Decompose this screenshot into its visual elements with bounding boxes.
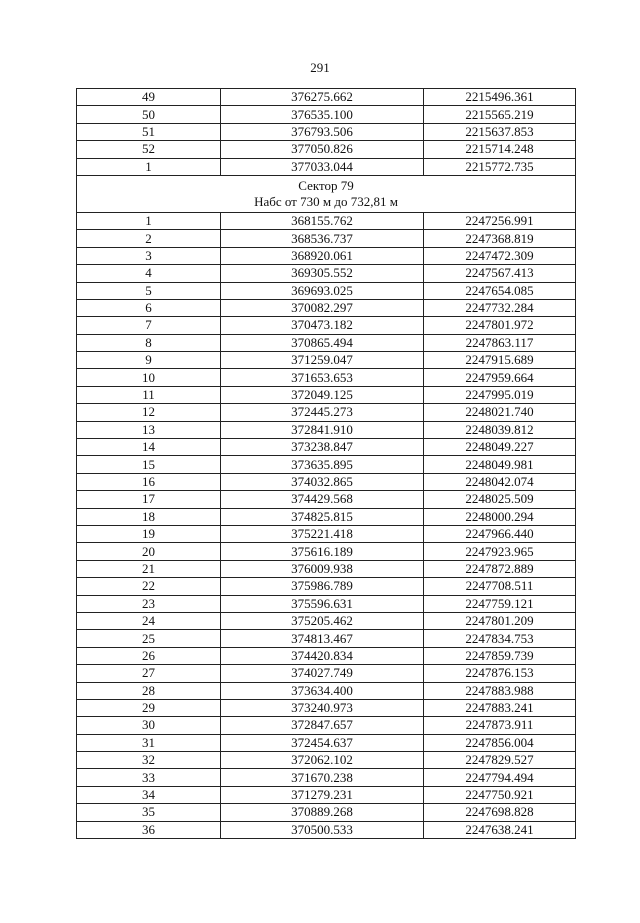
point-number-cell: 1 xyxy=(77,212,221,229)
x-coordinate-cell: 376535.100 xyxy=(221,106,424,123)
point-number-cell: 26 xyxy=(77,647,221,664)
point-number-cell: 27 xyxy=(77,665,221,682)
y-coordinate-cell: 2247915.689 xyxy=(424,352,576,369)
y-coordinate-cell: 2215565.219 xyxy=(424,106,576,123)
table-body-previous-sector xyxy=(77,89,576,176)
table-row xyxy=(77,682,576,699)
table-row xyxy=(77,317,576,334)
y-coordinate-cell: 2247759.121 xyxy=(424,595,576,612)
table-row xyxy=(77,752,576,769)
table-row xyxy=(77,525,576,542)
x-coordinate-cell: 368920.061 xyxy=(221,247,424,264)
table-row xyxy=(77,247,576,264)
x-coordinate-cell: 376275.662 xyxy=(221,89,424,106)
point-number-cell: 14 xyxy=(77,439,221,456)
table-row xyxy=(77,106,576,123)
table-row xyxy=(77,595,576,612)
x-coordinate-cell: 374825.815 xyxy=(221,508,424,525)
y-coordinate-cell: 2247959.664 xyxy=(424,369,576,386)
point-number-cell: 10 xyxy=(77,369,221,386)
y-coordinate-cell: 2248021.740 xyxy=(424,404,576,421)
table-row xyxy=(77,386,576,403)
point-number-cell: 30 xyxy=(77,717,221,734)
table-row xyxy=(77,734,576,751)
table-row xyxy=(77,369,576,386)
x-coordinate-cell: 370865.494 xyxy=(221,334,424,351)
y-coordinate-cell: 2215496.361 xyxy=(424,89,576,106)
x-coordinate-cell: 374032.865 xyxy=(221,473,424,490)
x-coordinate-cell: 370082.297 xyxy=(221,299,424,316)
point-number-cell: 31 xyxy=(77,734,221,751)
table-row xyxy=(77,786,576,803)
point-number-cell: 3 xyxy=(77,247,221,264)
table-row xyxy=(77,404,576,421)
table-row xyxy=(77,543,576,560)
point-number-cell: 16 xyxy=(77,473,221,490)
y-coordinate-cell: 2247638.241 xyxy=(424,821,576,838)
point-number-cell: 25 xyxy=(77,630,221,647)
table-row xyxy=(77,665,576,682)
x-coordinate-cell: 375221.418 xyxy=(221,525,424,542)
point-number-cell: 35 xyxy=(77,804,221,821)
y-coordinate-cell: 2247883.241 xyxy=(424,699,576,716)
point-number-cell: 33 xyxy=(77,769,221,786)
point-number-cell: 12 xyxy=(77,404,221,421)
x-coordinate-cell: 375596.631 xyxy=(221,595,424,612)
x-coordinate-cell: 373634.400 xyxy=(221,682,424,699)
sector-elevation-range: Набс от 730 м до 732,81 м xyxy=(254,193,398,209)
table-row xyxy=(77,612,576,629)
point-number-cell: 8 xyxy=(77,334,221,351)
point-number-cell: 19 xyxy=(77,525,221,542)
x-coordinate-cell: 371259.047 xyxy=(221,352,424,369)
y-coordinate-cell: 2248049.227 xyxy=(424,439,576,456)
table-row xyxy=(77,578,576,595)
sector-header-cell xyxy=(77,175,576,212)
y-coordinate-cell: 2247256.991 xyxy=(424,212,576,229)
point-number-cell: 50 xyxy=(77,106,221,123)
x-coordinate-cell: 375616.189 xyxy=(221,543,424,560)
table-row xyxy=(77,282,576,299)
y-coordinate-cell: 2247654.085 xyxy=(424,282,576,299)
table-row xyxy=(77,804,576,821)
y-coordinate-cell: 2247368.819 xyxy=(424,230,576,247)
x-coordinate-cell: 372445.273 xyxy=(221,404,424,421)
x-coordinate-cell: 373635.895 xyxy=(221,456,424,473)
point-number-cell: 32 xyxy=(77,752,221,769)
point-number-cell: 2 xyxy=(77,230,221,247)
table-row xyxy=(77,769,576,786)
table-row xyxy=(77,439,576,456)
y-coordinate-cell: 2247966.440 xyxy=(424,525,576,542)
x-coordinate-cell: 375986.789 xyxy=(221,578,424,595)
y-coordinate-cell: 2247567.413 xyxy=(424,265,576,282)
table-row xyxy=(77,230,576,247)
x-coordinate-cell: 376793.506 xyxy=(221,123,424,140)
point-number-cell: 9 xyxy=(77,352,221,369)
point-number-cell: 15 xyxy=(77,456,221,473)
table-row xyxy=(77,212,576,229)
x-coordinate-cell: 372454.637 xyxy=(221,734,424,751)
point-number-cell: 52 xyxy=(77,141,221,158)
y-coordinate-cell: 2248000.294 xyxy=(424,508,576,525)
x-coordinate-cell: 373240.973 xyxy=(221,699,424,716)
x-coordinate-cell: 372847.657 xyxy=(221,717,424,734)
x-coordinate-cell: 374813.467 xyxy=(221,630,424,647)
y-coordinate-cell: 2215714.248 xyxy=(424,141,576,158)
table-row xyxy=(77,699,576,716)
table-row xyxy=(77,123,576,140)
table-row xyxy=(77,508,576,525)
point-number-cell: 23 xyxy=(77,595,221,612)
point-number-cell: 36 xyxy=(77,821,221,838)
sector-header-row xyxy=(77,175,576,212)
y-coordinate-cell: 2247732.284 xyxy=(424,299,576,316)
y-coordinate-cell: 2247859.739 xyxy=(424,647,576,664)
y-coordinate-cell: 2247698.828 xyxy=(424,804,576,821)
table-row xyxy=(77,560,576,577)
x-coordinate-cell: 372841.910 xyxy=(221,421,424,438)
y-coordinate-cell: 2247863.117 xyxy=(424,334,576,351)
table-row xyxy=(77,473,576,490)
point-number-cell: 24 xyxy=(77,612,221,629)
x-coordinate-cell: 369693.025 xyxy=(221,282,424,299)
y-coordinate-cell: 2248039.812 xyxy=(424,421,576,438)
x-coordinate-cell: 370473.182 xyxy=(221,317,424,334)
point-number-cell: 20 xyxy=(77,543,221,560)
table-body-sector-79 xyxy=(77,212,576,838)
y-coordinate-cell: 2248042.074 xyxy=(424,473,576,490)
table-row xyxy=(77,491,576,508)
x-coordinate-cell: 374429.568 xyxy=(221,491,424,508)
table-row xyxy=(77,334,576,351)
y-coordinate-cell: 2247472.309 xyxy=(424,247,576,264)
y-coordinate-cell: 2247829.527 xyxy=(424,752,576,769)
table-row xyxy=(77,717,576,734)
point-number-cell: 4 xyxy=(77,265,221,282)
y-coordinate-cell: 2215772.735 xyxy=(424,158,576,175)
x-coordinate-cell: 368536.737 xyxy=(221,230,424,247)
x-coordinate-cell: 372049.125 xyxy=(221,386,424,403)
x-coordinate-cell: 375205.462 xyxy=(221,612,424,629)
point-number-cell: 13 xyxy=(77,421,221,438)
y-coordinate-cell: 2247876.153 xyxy=(424,665,576,682)
x-coordinate-cell: 374420.834 xyxy=(221,647,424,664)
y-coordinate-cell: 2247872.889 xyxy=(424,560,576,577)
point-number-cell: 1 xyxy=(77,158,221,175)
x-coordinate-cell: 377050.826 xyxy=(221,141,424,158)
x-coordinate-cell: 376009.938 xyxy=(221,560,424,577)
x-coordinate-cell: 372062.102 xyxy=(221,752,424,769)
table-row xyxy=(77,352,576,369)
point-number-cell: 49 xyxy=(77,89,221,106)
y-coordinate-cell: 2247708.511 xyxy=(424,578,576,595)
point-number-cell: 5 xyxy=(77,282,221,299)
point-number-cell: 11 xyxy=(77,386,221,403)
x-coordinate-cell: 368155.762 xyxy=(221,212,424,229)
y-coordinate-cell: 2247923.965 xyxy=(424,543,576,560)
x-coordinate-cell: 374027.749 xyxy=(221,665,424,682)
y-coordinate-cell: 2215637.853 xyxy=(424,123,576,140)
table-row xyxy=(77,158,576,175)
page-number: 291 xyxy=(310,60,330,75)
y-coordinate-cell: 2247750.921 xyxy=(424,786,576,803)
y-coordinate-cell: 2247873.911 xyxy=(424,717,576,734)
table-row xyxy=(77,265,576,282)
y-coordinate-cell: 2247995.019 xyxy=(424,386,576,403)
sector-header-group xyxy=(77,175,576,212)
coordinates-table xyxy=(76,88,576,839)
y-coordinate-cell: 2247801.209 xyxy=(424,612,576,629)
y-coordinate-cell: 2247883.988 xyxy=(424,682,576,699)
y-coordinate-cell: 2248049.981 xyxy=(424,456,576,473)
y-coordinate-cell: 2247794.494 xyxy=(424,769,576,786)
point-number-cell: 34 xyxy=(77,786,221,803)
point-number-cell: 51 xyxy=(77,123,221,140)
point-number-cell: 29 xyxy=(77,699,221,716)
x-coordinate-cell: 371279.231 xyxy=(221,786,424,803)
point-number-cell: 28 xyxy=(77,682,221,699)
table-row xyxy=(77,456,576,473)
y-coordinate-cell: 2248025.509 xyxy=(424,491,576,508)
y-coordinate-cell: 2247801.972 xyxy=(424,317,576,334)
point-number-cell: 7 xyxy=(77,317,221,334)
x-coordinate-cell: 369305.552 xyxy=(221,265,424,282)
point-number-cell: 22 xyxy=(77,578,221,595)
point-number-cell: 18 xyxy=(77,508,221,525)
x-coordinate-cell: 373238.847 xyxy=(221,439,424,456)
table-row xyxy=(77,89,576,106)
x-coordinate-cell: 370500.533 xyxy=(221,821,424,838)
sector-title: Сектор 79 xyxy=(298,177,354,193)
point-number-cell: 17 xyxy=(77,491,221,508)
x-coordinate-cell: 377033.044 xyxy=(221,158,424,175)
table-row xyxy=(77,299,576,316)
table-row xyxy=(77,141,576,158)
y-coordinate-cell: 2247856.004 xyxy=(424,734,576,751)
x-coordinate-cell: 370889.268 xyxy=(221,804,424,821)
table-row xyxy=(77,647,576,664)
point-number-cell: 21 xyxy=(77,560,221,577)
y-coordinate-cell: 2247834.753 xyxy=(424,630,576,647)
table-row xyxy=(77,630,576,647)
x-coordinate-cell: 371670.238 xyxy=(221,769,424,786)
table-row xyxy=(77,821,576,838)
table-row xyxy=(77,421,576,438)
point-number-cell: 6 xyxy=(77,299,221,316)
x-coordinate-cell: 371653.653 xyxy=(221,369,424,386)
